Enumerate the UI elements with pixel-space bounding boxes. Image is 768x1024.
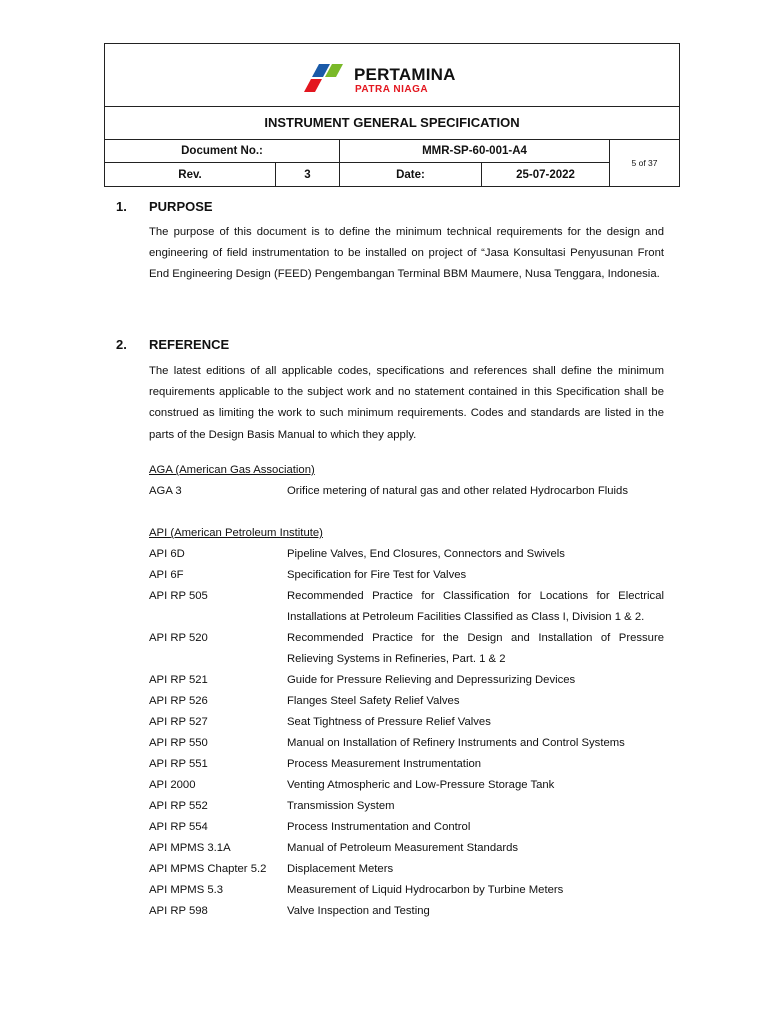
- doc-no-label: Document No.:: [105, 140, 340, 162]
- reference-row: [149, 859, 664, 880]
- reference-code: API RP 521: [149, 674, 208, 686]
- reference-description: Measurement of Liquid Hydrocarbon by Turbine Meters: [287, 884, 564, 896]
- reference-description: Manual on Installation of Refinery Instruments and Control Systems: [287, 737, 625, 749]
- reference-description: Transmission System: [287, 800, 395, 812]
- document-info: [105, 140, 679, 186]
- purpose-paragraph: The purpose of this document is to define the minimum technical requirements for the design and engineering of field instrumentation to be installed on project of “Jasa Konsultasi Penyusunan Front End Engineering Design (FEED) Pengembangan Terminal BBM Maumere, Nusa Tenggara, Indonesia.: [149, 226, 664, 281]
- reference-row: [149, 880, 664, 901]
- reference-code: API 6F: [149, 569, 184, 581]
- reference-code: API RP 552: [149, 800, 208, 812]
- reference-row: [149, 775, 664, 796]
- logo-row: [105, 44, 679, 107]
- reference-row: [149, 691, 664, 712]
- reference-row: [149, 628, 664, 670]
- reference-row: [149, 670, 664, 691]
- reference-code: API RP 551: [149, 758, 208, 770]
- reference-description: Process Measurement Instrumentation: [287, 758, 482, 770]
- reference-description: Process Instrumentation and Control: [287, 821, 471, 833]
- reference-description: Valve Inspection and Testing: [287, 905, 430, 917]
- reference-description: Pipeline Valves, End Closures, Connectors and Swivels: [287, 548, 565, 560]
- section-2-heading: [116, 337, 229, 352]
- reference-code: API RP 520: [149, 632, 208, 644]
- date-label: Date:: [340, 163, 482, 186]
- rev-label: Rev.: [105, 163, 276, 186]
- reference-row: [149, 544, 664, 565]
- reference-row: [149, 712, 664, 733]
- rev-value: 3: [276, 163, 340, 186]
- reference-code: API RP 526: [149, 695, 208, 707]
- logo-subtitle: PATRA NIAGA: [355, 84, 429, 95]
- section-title: REFERENCE: [149, 337, 230, 352]
- reference-code: API RP 505: [149, 590, 208, 602]
- doc-no-value: MMR-SP-60-001-A4: [422, 145, 527, 157]
- section-1-heading: [116, 199, 213, 214]
- reference-description: Specification for Fire Test for Valves: [287, 569, 467, 581]
- document-header: [104, 43, 680, 187]
- reference-description: Recommended Practice for Classification for Locations for Electrical Installations at Petroleum Facilities Classified as Class I, Division 1 & 2.: [287, 590, 664, 623]
- reference-description: Seat Tightness of Pressure Relief Valves: [287, 716, 491, 728]
- reference-description: Venting Atmospheric and Low-Pressure Storage Tank: [287, 779, 555, 791]
- page-number: 5 of 37: [631, 158, 658, 168]
- reference-row: [149, 586, 664, 628]
- pertamina-logo: [303, 60, 463, 96]
- logo-name: PERTAMINA: [354, 65, 456, 84]
- reference-row: [149, 733, 664, 754]
- reference-code: API MPMS 5.3: [149, 884, 224, 896]
- reference-description: Flanges Steel Safety Relief Valves: [287, 695, 460, 707]
- group-title: API (American Petroleum Institute): [149, 527, 323, 539]
- reference-row: [149, 796, 664, 817]
- document-title: INSTRUMENT GENERAL SPECIFICATION: [105, 107, 679, 140]
- aga-reference-group: [149, 460, 664, 502]
- reference-code: API RP 527: [149, 716, 208, 728]
- section-title: PURPOSE: [149, 199, 213, 214]
- reference-code: AGA 3: [149, 485, 182, 497]
- reference-paragraph: The latest editions of all applicable codes, specifications and references shall define the minimum requirements applicable to the subject work and no statement contained in this Specification shall be construed as limiting the work to such minimum requirements. Codes and standards are listed in the parts of the Design Basis Manual to which they apply.: [149, 365, 664, 441]
- pertamina-logo-icon: [303, 60, 353, 96]
- reference-row: [149, 817, 664, 838]
- reference-code: API 6D: [149, 548, 185, 560]
- reference-row: [149, 481, 664, 502]
- reference-row: [149, 838, 664, 859]
- group-title: AGA (American Gas Association): [149, 464, 315, 476]
- reference-row: [149, 754, 664, 775]
- reference-code: API RP 550: [149, 737, 208, 749]
- reference-code: API MPMS Chapter 5.2: [149, 863, 267, 875]
- section-number: 1.: [116, 199, 127, 214]
- reference-code: API 2000: [149, 779, 196, 791]
- section-number: 2.: [116, 337, 127, 352]
- reference-row: [149, 565, 664, 586]
- reference-description: Displacement Meters: [287, 863, 394, 875]
- reference-code: API MPMS 3.1A: [149, 842, 231, 854]
- reference-description: Manual of Petroleum Measurement Standards: [287, 842, 519, 854]
- reference-row: [149, 901, 664, 922]
- reference-description: Guide for Pressure Relieving and Depressurizing Devices: [287, 674, 576, 686]
- reference-code: API RP 598: [149, 905, 208, 917]
- reference-code: API RP 554: [149, 821, 208, 833]
- reference-description: Orifice metering of natural gas and other related Hydrocarbon Fluids: [287, 485, 628, 497]
- api-reference-group: [149, 523, 664, 922]
- reference-description: Recommended Practice for the Design and Installation of Pressure Relieving Systems in Refineries, Part. 1 & 2: [287, 632, 664, 665]
- date-value: 25-07-2022: [516, 168, 575, 181]
